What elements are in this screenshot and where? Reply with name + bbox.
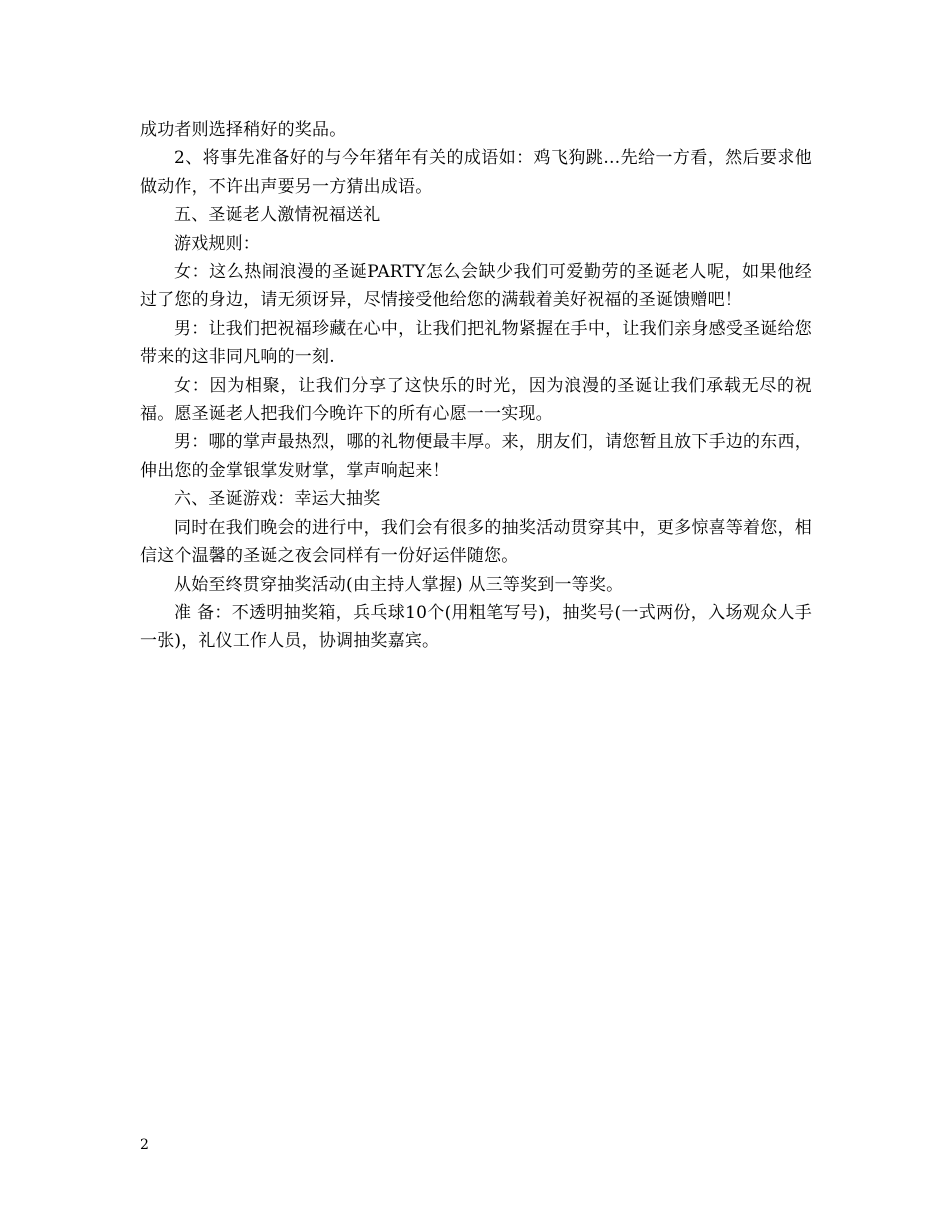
document-body	[140, 116, 812, 656]
game-rules-label: 游戏规则：	[174, 233, 260, 254]
section-heading-lucky-draw: 六、圣诞游戏：幸运大抽奖	[174, 489, 381, 510]
paragraph-female-host-1: 女：这么热闹浪漫的圣诞PARTY怎么会缺少我们可爱勤劳的圣诞老人呢，如果他经过了您的身边，请无须讶异，尽情接受他给您的满载着美好祝福的圣诞馈赠吧！	[140, 262, 812, 311]
paragraph-lucky-draw-intro: 同时在我们晚会的进行中，我们会有很多的抽奖活动贯穿其中，更多惊喜等着您，相信这个温馨的圣诞之夜会同样有一份好运伴随您。	[140, 517, 812, 567]
paragraph-female-host-2: 女：因为相聚，让我们分享了这快乐的时光，因为浪漫的圣诞让我们承载无尽的祝福。愿圣诞老人把我们今晚许下的所有心愿一一实现。	[140, 375, 812, 425]
paragraph-lucky-draw-scope: 从始至终贯穿抽奖活动(由主持人掌握) 从三等奖到一等奖。	[174, 574, 624, 595]
section-heading-santa-gifts: 五、圣诞老人激情祝福送礼	[174, 205, 381, 226]
paragraph-preparation: 准 备：不透明抽奖箱，兵乓球10个(用粗笔写号)，抽奖号(一式两份，入场观众人手一张)，礼仪工作人员，协调抽奖嘉宾。	[140, 602, 812, 652]
paragraph-continuation: 成功者则选择稍好的奖品。	[140, 120, 347, 140]
page-number: 2	[140, 1137, 149, 1153]
paragraph-male-host-2: 男：哪的掌声最热烈，哪的礼物便最丰厚。来，朋友们，请您暂且放下手边的东西，伸出您的金掌银掌发财掌，掌声响起来！	[140, 432, 812, 481]
paragraph-male-host-1: 男：让我们把祝福珍藏在心中，让我们把礼物紧握在手中，让我们亲身感受圣诞给您带来的这非同凡响的一刻.	[140, 318, 812, 368]
paragraph-idiom-game-rule: 2、将事先准备好的与今年猪年有关的成语如：鸡飞狗跳…先给一方看，然后要求他做动作，不许出声要另一方猜出成语。	[140, 148, 812, 197]
